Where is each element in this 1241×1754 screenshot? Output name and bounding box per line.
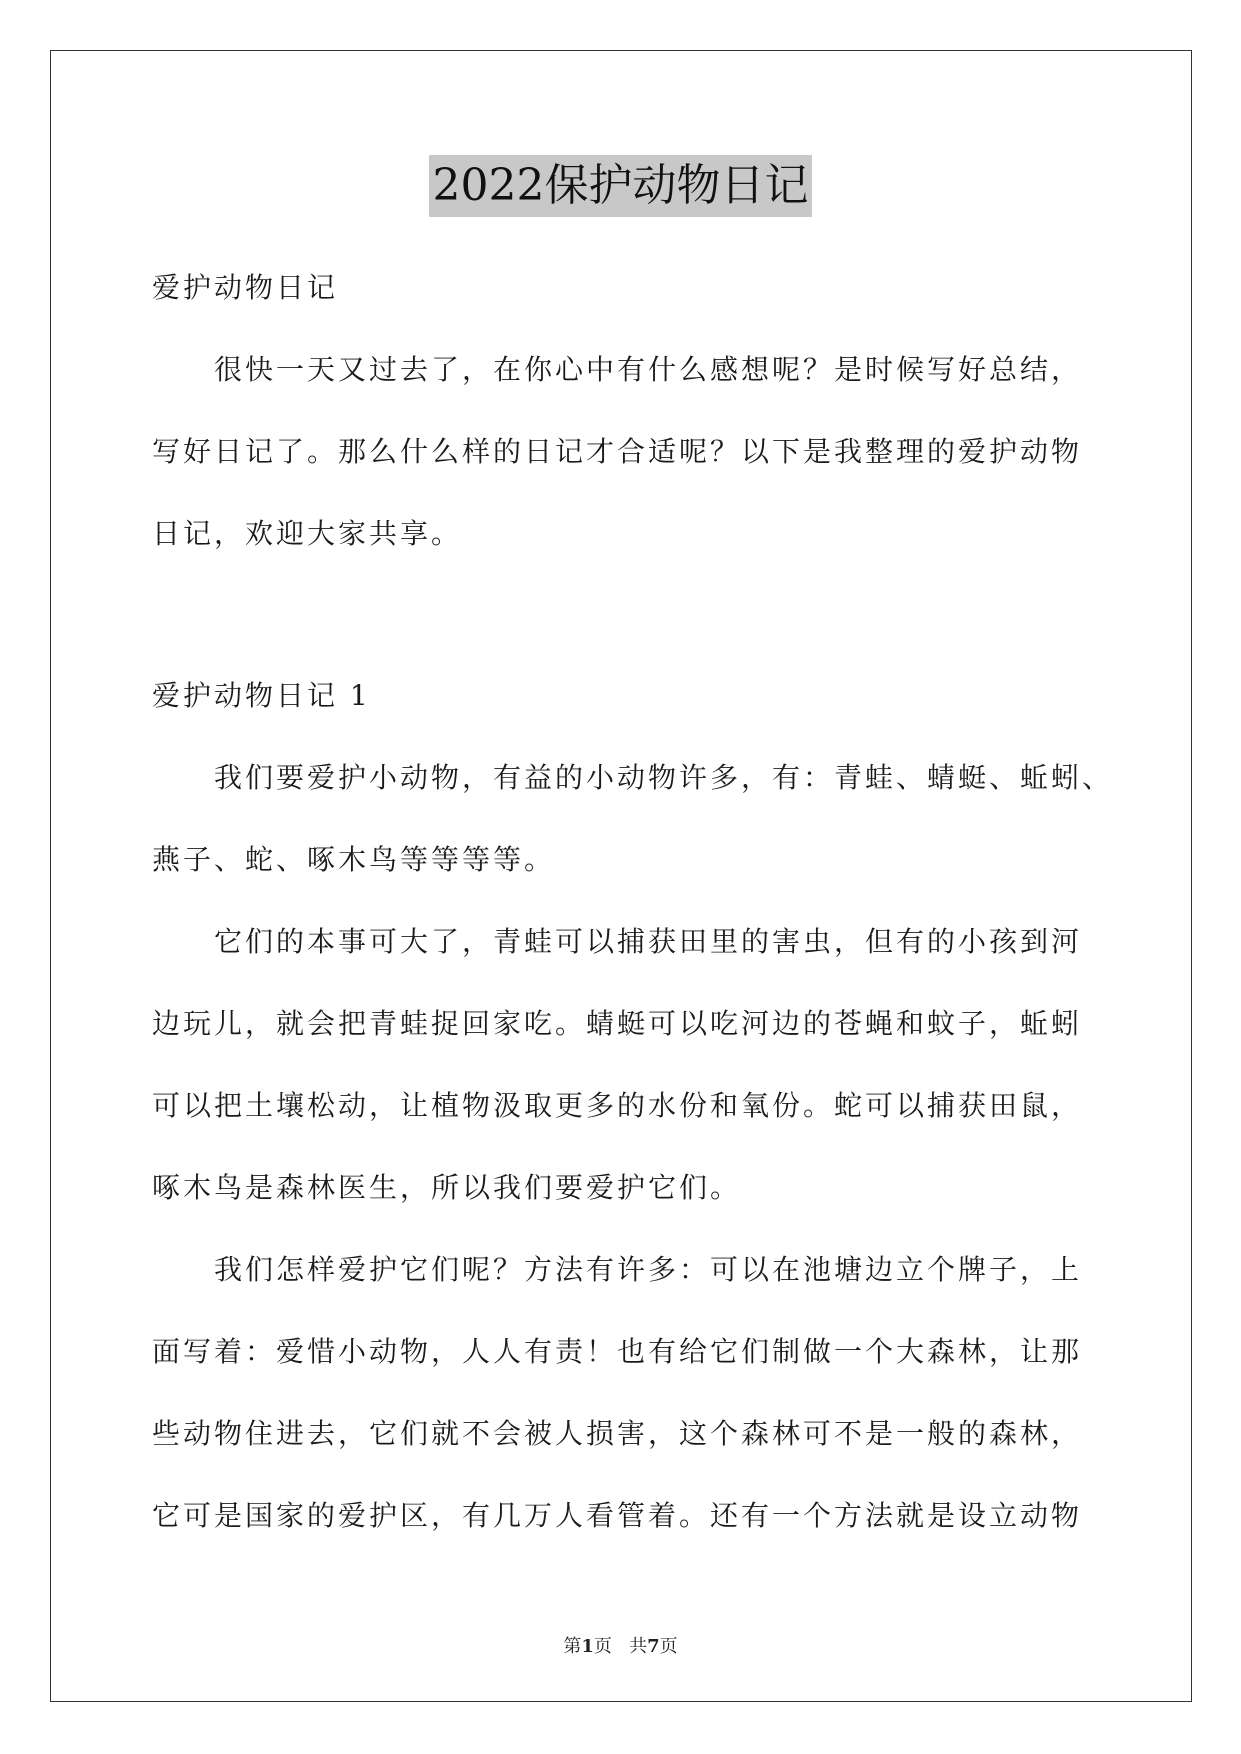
paragraph-line: 我们要爱护小动物，有益的小动物许多，有：青蛙、蜻蜓、蚯蚓、	[214, 761, 1114, 794]
footer-prefix: 第	[563, 1636, 582, 1657]
footer-page-suffix: 页	[593, 1636, 612, 1657]
footer-total-suffix: 页	[659, 1636, 678, 1657]
total-pages: 7	[647, 1636, 660, 1657]
paragraph-line: 边玩儿，就会把青蛙捉回家吃。蜻蜓可以吃河边的苍蝇和蚊子，蚯蚓	[152, 1007, 1083, 1040]
intro-line: 日记，欢迎大家共享。	[152, 517, 463, 550]
page-footer	[0, 1632, 1241, 1658]
document-body	[152, 258, 1112, 1568]
paragraph-line: 些动物住进去，它们就不会被人损害，这个森林可不是一般的森林，	[152, 1417, 1083, 1450]
paragraph-line: 我们怎样爱护它们呢？方法有许多：可以在池塘边立个牌子，上	[214, 1253, 1083, 1286]
paragraph-line: 燕子、蛇、啄木鸟等等等等。	[152, 843, 556, 876]
footer-total-prefix: 共	[629, 1636, 648, 1657]
intro-line: 写好日记了。那么什么样的日记才合适呢？以下是我整理的爱护动物	[152, 435, 1083, 468]
paragraph-line: 它们的本事可大了，青蛙可以捕获田里的害虫，但有的小孩到河	[214, 925, 1083, 958]
intro-line: 很快一天又过去了，在你心中有什么感想呢？是时候写好总结，	[214, 353, 1083, 386]
page-number: 1	[581, 1636, 594, 1657]
paragraph-line: 它可是国家的爱护区，有几万人看管着。还有一个方法就是设立动物	[152, 1499, 1083, 1532]
subtitle: 爱护动物日记	[152, 271, 339, 304]
section-heading: 爱护动物日记 1	[152, 679, 371, 712]
paragraph-line: 面写着：爱惜小动物，人人有责！也有给它们制做一个大森林，让那	[152, 1335, 1083, 1368]
paragraph-line: 可以把土壤松动，让植物汲取更多的水份和氧份。蛇可以捕获田鼠，	[152, 1089, 1083, 1122]
title-container	[0, 155, 1241, 217]
document-title: 2022保护动物日记	[429, 155, 813, 217]
spacer	[152, 586, 1112, 666]
paragraph-line: 啄木鸟是森林医生，所以我们要爱护它们。	[152, 1171, 742, 1204]
